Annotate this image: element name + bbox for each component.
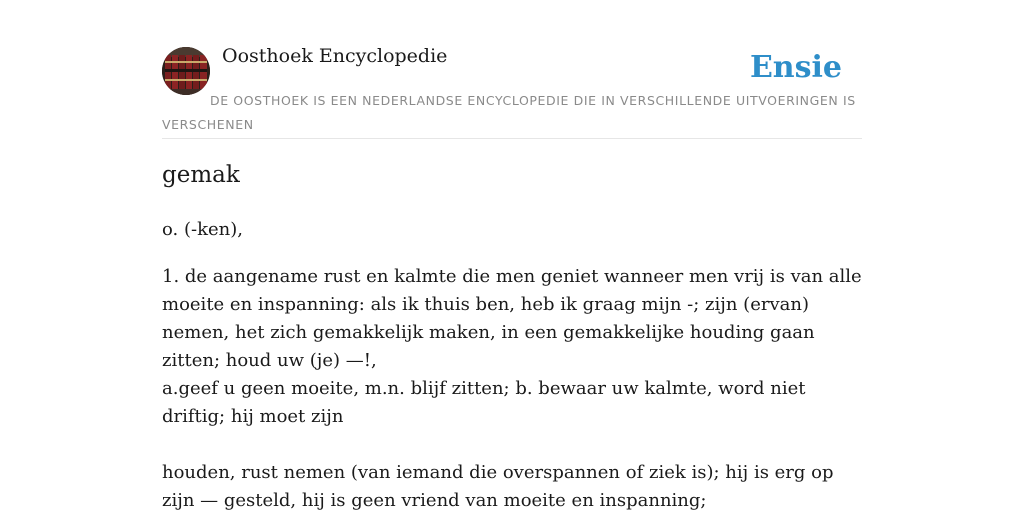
site-avatar[interactable] [162, 47, 210, 95]
site-header [162, 0, 862, 139]
entry-grammar: o. (-ken), [162, 219, 243, 240]
blank-line [162, 431, 862, 459]
entry-definition [162, 263, 862, 512]
content-container [162, 0, 862, 511]
brand-logo[interactable]: Ensie [749, 50, 842, 85]
definition-line: 1. de aangename rust en kalmte die men geniet wanneer men vrij is van alle moeite en inspanning: als ik thuis ben, heb ik graag mijn -; zijn (ervan) nemen, het zich gemakkelijk maken, in een gemakkelijke houding gaan zitten; houd uw (je) —!, [162, 266, 862, 371]
encyclopedia-books-icon [162, 47, 210, 95]
definition-line: houden, rust nemen (van iemand die overspannen of ziek is); hij is erg op zijn — gesteld, hij is geen vriend van moeite en inspanning; [162, 462, 834, 511]
definition-line: a.geef u geen moeite, m.n. blijf zitten; b. bewaar uw kalmte, word niet driftig; hij moet zijn [162, 378, 806, 427]
site-title[interactable]: Oosthoek Encyclopedie [222, 45, 448, 67]
entry-term: gemak [162, 162, 240, 188]
site-tagline: DE OOSTHOEK IS EEN NEDERLANDSE ENCYCLOPEDIE DIE IN VERSCHILLENDE UITVOERINGEN IS VERSCHENEN [162, 93, 856, 132]
